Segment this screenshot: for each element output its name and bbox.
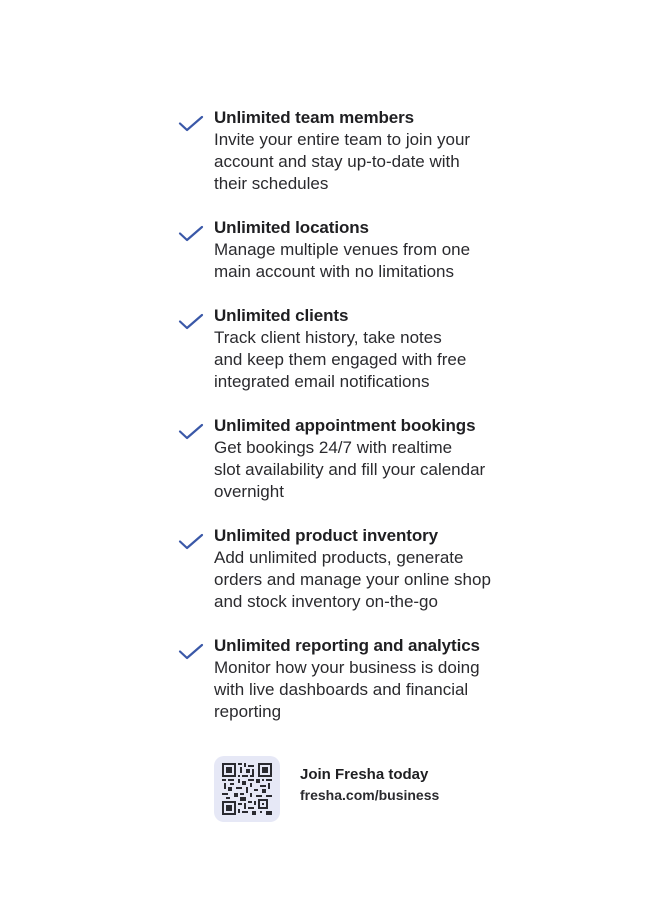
feature-item-clients bbox=[178, 305, 538, 415]
feature-item-team-members bbox=[178, 107, 538, 217]
cta-title: Join Fresha today bbox=[300, 766, 429, 783]
feature-description: Invite your entire team to join your account and stay up-to-date with their schedules bbox=[214, 130, 471, 193]
feature-description: Monitor how your business is doing with live dashboards and financial reporting bbox=[214, 658, 480, 721]
feature-item-reporting-analytics bbox=[178, 635, 538, 745]
feature-description: Add unlimited products, generate orders and manage your online shop and stock inventory on-the-go bbox=[214, 548, 491, 611]
cta-link[interactable]: fresha.com/business bbox=[300, 787, 440, 803]
feature-description: Get bookings 24/7 with realtime slot availability and fill your calendar overnight bbox=[214, 438, 486, 501]
feature-list bbox=[178, 107, 538, 745]
feature-title: Unlimited reporting and analytics bbox=[214, 636, 480, 655]
qr-code-icon[interactable] bbox=[214, 756, 280, 822]
check-icon bbox=[178, 643, 204, 661]
feature-description: Track client history, take notes and keep them engaged with free integrated email notifications bbox=[214, 328, 467, 391]
check-icon bbox=[178, 313, 204, 331]
feature-item-product-inventory bbox=[178, 525, 538, 635]
feature-title: Unlimited product inventory bbox=[214, 526, 438, 545]
feature-item-appointment-bookings bbox=[178, 415, 538, 525]
feature-title: Unlimited team members bbox=[214, 108, 414, 127]
feature-title: Unlimited locations bbox=[214, 218, 369, 237]
feature-title: Unlimited clients bbox=[214, 306, 349, 325]
check-icon bbox=[178, 423, 204, 441]
feature-item-locations bbox=[178, 217, 538, 305]
check-icon bbox=[178, 115, 204, 133]
check-icon bbox=[178, 225, 204, 243]
feature-description: Manage multiple venues from one main account with no limitations bbox=[214, 240, 471, 281]
check-icon bbox=[178, 533, 204, 551]
feature-title: Unlimited appointment bookings bbox=[214, 416, 476, 435]
call-to-action bbox=[300, 765, 439, 805]
join-footer bbox=[214, 756, 514, 822]
